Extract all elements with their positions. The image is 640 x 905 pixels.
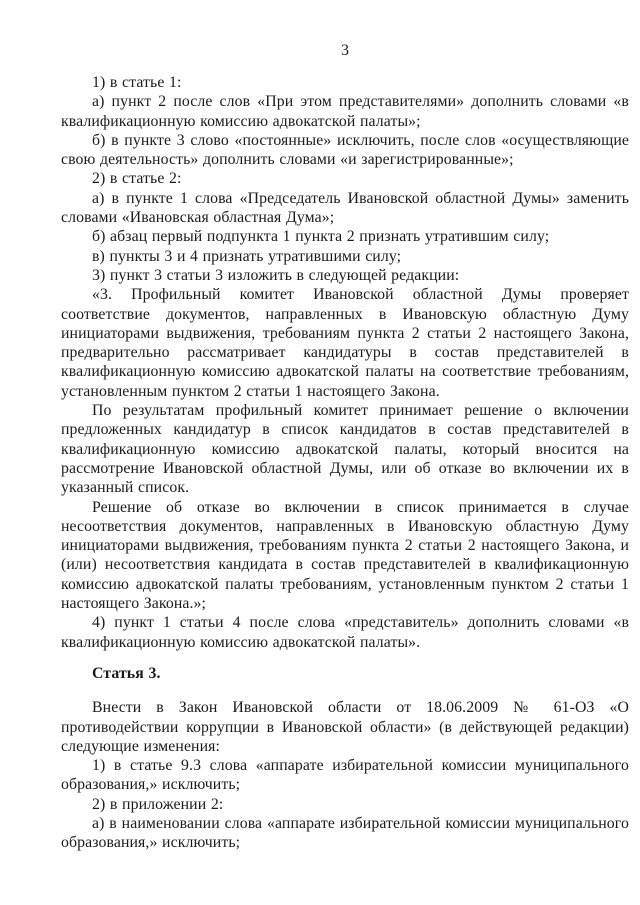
document-body: [61, 73, 629, 853]
paragraph: 1) в статье 1:: [92, 74, 182, 91]
page-number: 3: [341, 42, 349, 59]
paragraph: в) пункты 3 и 4 признать утратившими силу;: [92, 247, 402, 265]
paragraph: б) абзац первый подпункта 1 пункта 2 признать утратившим силу;: [92, 228, 550, 246]
paragraph: а) в пункте 1 слова «Председатель Ивановской областной Думы» заменить словами «Ивановская областная Дума»;: [61, 189, 629, 227]
paragraph: «3. Профильный комитет Ивановской областной Думы проверяет соответствие документов, направленных в Ивановскую областную Думу инициаторами выдвижения, требованиям пункта 2 статьи 2 настоящего Закона, предварительно рассматривает кандидатуры в состав представителей в квалификационную комиссию адвокатской палаты на соответствие требованиям, установленным пунктом 2 статьи 1 настоящего Закона.: [61, 286, 629, 400]
paragraph: 4) пункт 1 статьи 4 после слова «представитель» дополнить словами «в квалификационную комиссию адвокатской палаты».: [61, 614, 629, 651]
paragraph: 1) в статье 9.3 слова «аппарате избирательной комиссии муниципального образования,» исключить;: [61, 757, 629, 794]
paragraph: 2) в приложении 2:: [92, 795, 224, 813]
paragraph: Решение об отказе во включении в список принимается в случае несоответствия документов, направленных в Ивановскую областную Думу инициаторами выдвижения, требованиям пункта 2 статьи 2 настоящего Закона, и (или) несоответствия кандидата в состав представителей в квалификационную комиссию адвокатской палаты требованиям, установленным пунктом 2 статьи 1 настоящего Закона.»;: [61, 498, 629, 613]
section-heading: Статья 3.: [92, 664, 161, 682]
paragraph: 3) пункт 3 статьи 3 изложить в следующей редакции:: [92, 266, 460, 284]
paragraph: По результатам профильный комитет принимает решение о включении предложенных кандидатур в список кандидатов в состав представителей в квалификационную комиссию адвокатской палаты, который вносится на рассмотрение Ивановской областной Думы, или об отказе во включении их в указанный список.: [61, 402, 629, 497]
paragraph: 2) в статье 2:: [92, 170, 182, 188]
paragraph: Внести в Закон Ивановской области от 18.06.2009 № 61-ОЗ «О противодействии коррупции в Ивановской области» (в действующей редакции) следующие изменения:: [61, 699, 629, 755]
paragraph: а) в наименовании слова «аппарате избирательной комиссии муниципального образования,» исключить;: [61, 814, 629, 852]
paragraph: б) в пункте 3 слово «постоянные» исключить, после слов «осуществляющие свою деятельность» дополнить словами «и зарегистрированные»;: [61, 131, 629, 169]
paragraph: а) пункт 2 после слов «При этом представителями» дополнить словами «в квалификационную комиссию адвокатской палаты»;: [61, 93, 629, 130]
